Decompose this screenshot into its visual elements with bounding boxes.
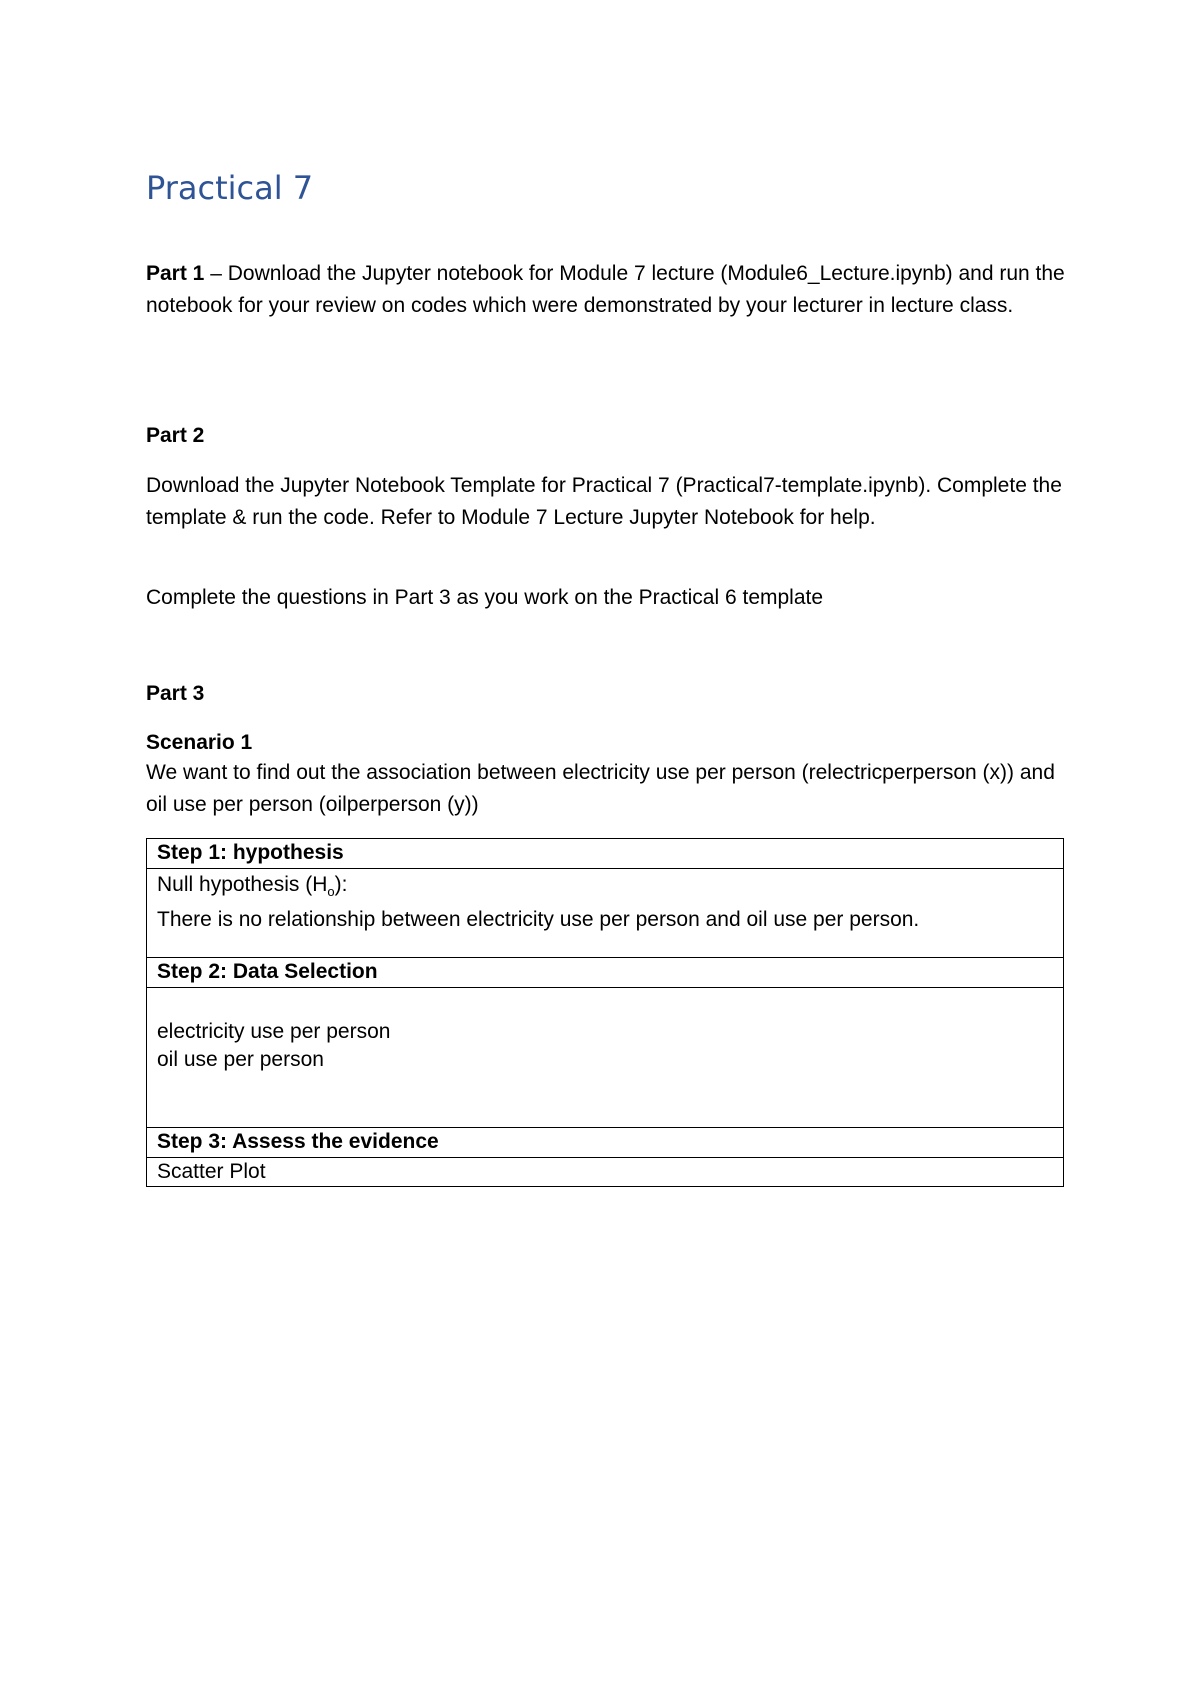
data-selection-item-2: oil use per person (157, 1048, 324, 1071)
step3-value: Scatter Plot (147, 1158, 1064, 1187)
document-page (146, 0, 1066, 1696)
scenario-heading: Scenario 1 (146, 731, 253, 754)
part2-paragraph-1: Download the Jupyter Notebook Template for Practical 7 (Practical7-template.ipynb). Complete the template & run the code. Refer to Module 7 Lecture Jupyter Notebook for help. (146, 474, 1062, 529)
step1-header-row (147, 839, 1064, 869)
null-hypothesis-suffix: ): (334, 873, 348, 896)
null-hypothesis-subscript: o (327, 884, 335, 900)
part2-paragraph-2: Complete the questions in Part 3 as you work on the Practical 6 template (146, 586, 824, 609)
part3-heading: Part 3 (146, 682, 205, 705)
part1-text: – Download the Jupyter notebook for Module 7 lecture (Module6_Lecture.ipynb) and run the notebook for your review on codes which were demonstrated by your lecturer in lecture class. (146, 262, 1065, 317)
null-hypothesis-text: There is no relationship between electricity use per person and oil use per person. (157, 908, 920, 932)
document-title: Practical 7 (146, 169, 314, 207)
step2-body-row (147, 988, 1064, 1128)
step1-title: Step 1: hypothesis (147, 839, 1064, 869)
part1-label: Part 1 (146, 262, 205, 285)
null-hypothesis-label (157, 871, 1053, 906)
null-hypothesis-prefix: Null hypothesis (H (157, 873, 328, 896)
steps-table (146, 838, 1064, 1187)
step1-body (147, 869, 1064, 958)
step2-body (147, 988, 1064, 1128)
part2-heading: Part 2 (146, 424, 205, 447)
scenario-paragraph: We want to find out the association between electricity use per person (relectricperperson (x)) and oil use per person (oilperperson (y)) (146, 761, 1055, 816)
step3-header-row (147, 1128, 1064, 1158)
data-selection-item-1: electricity use per person (157, 1020, 391, 1043)
step2-header-row (147, 958, 1064, 988)
step1-body-row (147, 869, 1064, 958)
step2-title: Step 2: Data Selection (147, 958, 1064, 988)
step3-title: Step 3: Assess the evidence (147, 1128, 1064, 1158)
part1-paragraph (146, 258, 1066, 322)
step3-body-row (147, 1158, 1064, 1187)
